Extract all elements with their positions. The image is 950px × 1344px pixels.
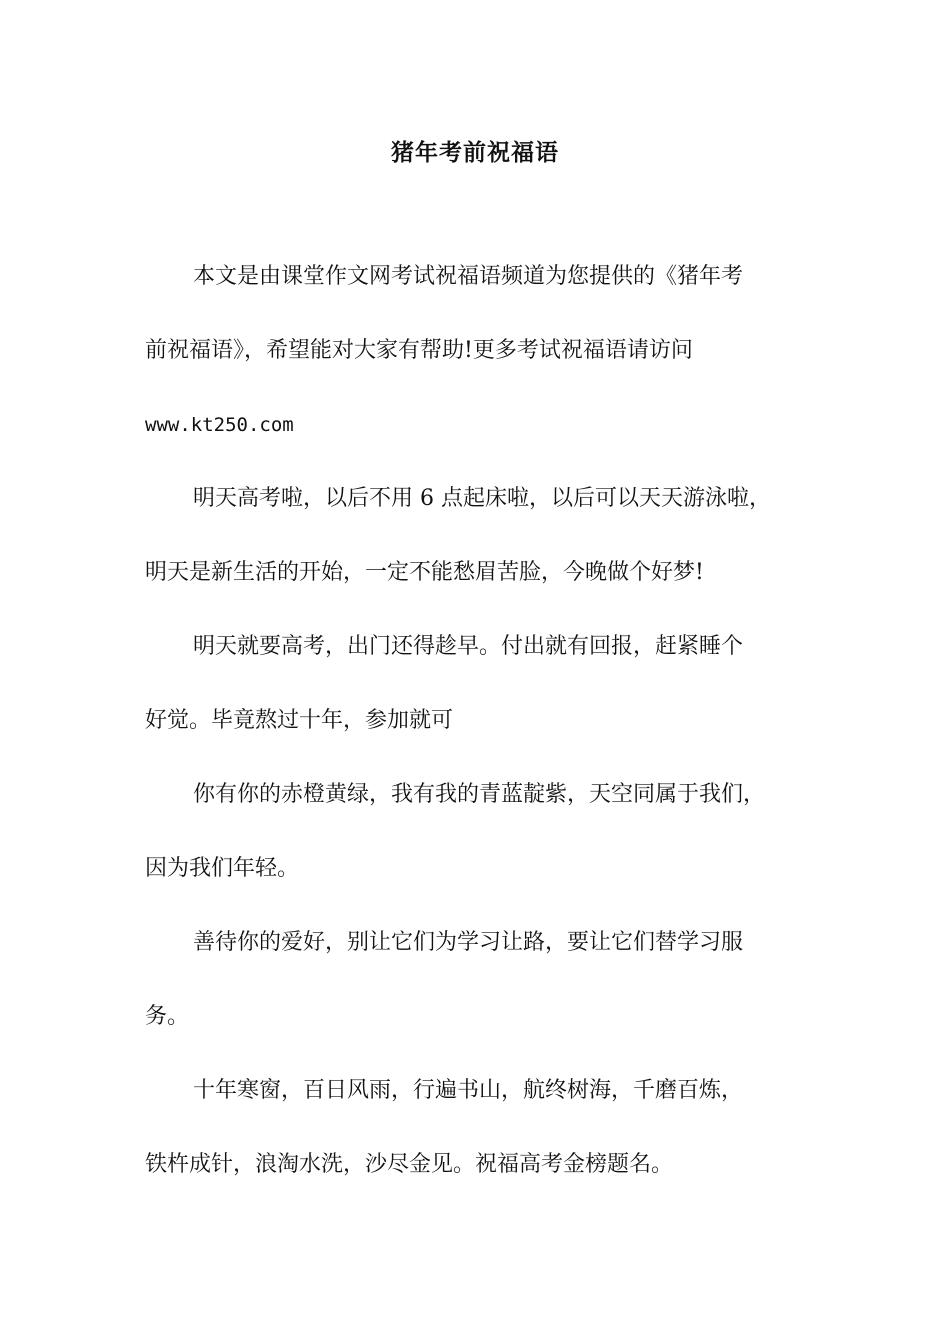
paragraph-blessing [145, 624, 810, 772]
paragraph-blessing [145, 476, 810, 624]
paragraph-line: 你有你的赤橙黄绿，我有我的青蓝靛紫，天空同属于我们， [193, 782, 766, 807]
paragraph-line: 务。 [145, 1004, 190, 1029]
paragraph-line: 善待你的爱好，别让它们为学习让路，要让它们替学习服 [193, 930, 744, 955]
document-title: 猪年考前祝福语 [391, 140, 559, 166]
paragraph-line: 明天高考啦，以后不用 6 点起床啦，以后可以天天游泳啦， [193, 486, 771, 511]
paragraph-blessing [145, 920, 810, 1068]
paragraph-line: 十年寒窗，百日风雨，行遍书山，航终树海，千磨百炼， [193, 1078, 744, 1103]
paragraph-line: 明天就要高考，出门还得趁早。付出就有回报，赶紧睡个 [193, 634, 744, 659]
website-link[interactable]: www.kt250.com [145, 414, 294, 436]
paragraph-line: 明天是新生活的开始，一定不能愁眉苦脸，今晚做个好梦! [145, 560, 704, 585]
paragraph-line: 铁杵成针，浪淘水洗，沙尽金见。祝福高考金榜题名。 [145, 1152, 674, 1177]
paragraph-line: 好觉。毕竟熬过十年，参加就可 [145, 708, 454, 733]
paragraph-line: 因为我们年轻。 [145, 856, 300, 881]
paragraph-line: 前祝福语》，希望能对大家有帮助!更多考试祝福语请访问 [145, 338, 693, 363]
document-body [145, 254, 810, 1216]
paragraph-blessing [145, 772, 810, 920]
paragraph-intro [145, 254, 810, 476]
paragraph-blessing [145, 1068, 810, 1216]
paragraph-line: 本文是由课堂作文网考试祝福语频道为您提供的《猪年考 [193, 264, 744, 289]
